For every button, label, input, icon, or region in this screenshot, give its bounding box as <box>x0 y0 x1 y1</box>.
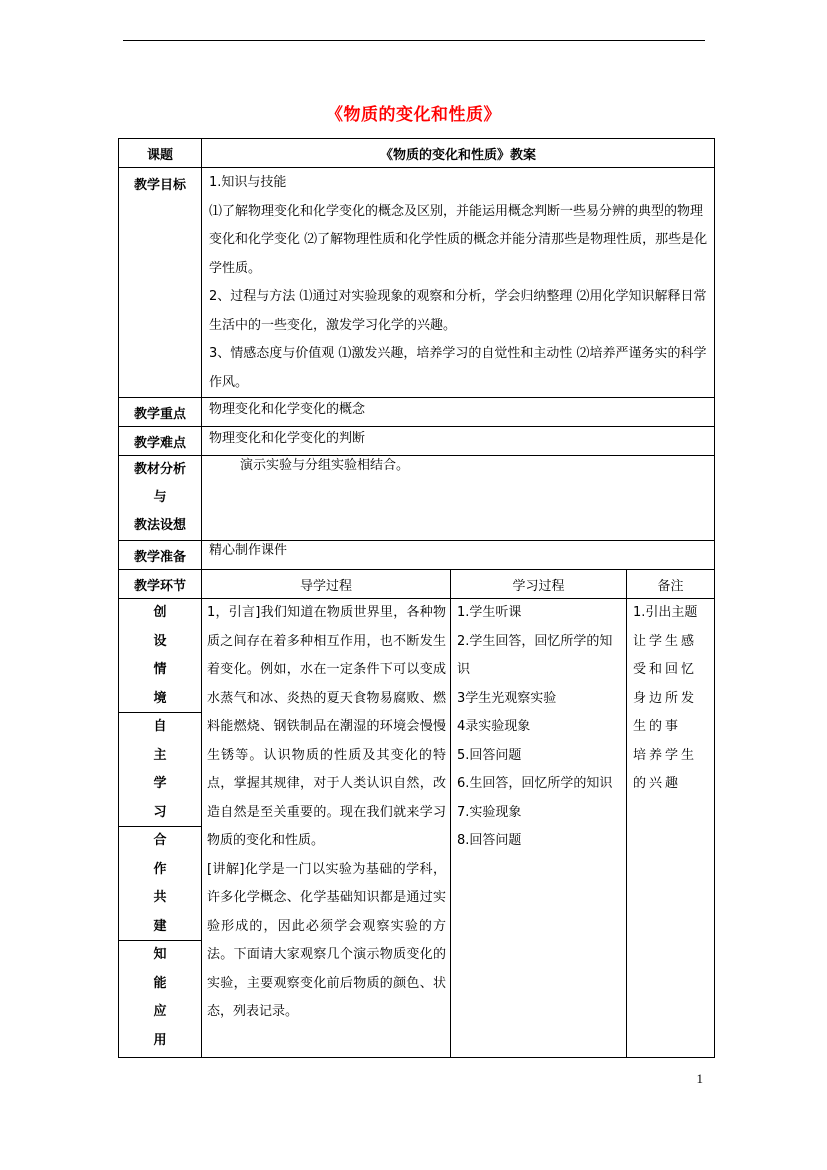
analysis-text: 演示实验与分组实验相结合。 <box>240 458 410 473</box>
stage-self-study <box>119 713 201 827</box>
difficulties-text: 物理变化和化学变化的判断 <box>209 431 366 446</box>
learning-item: 7.实验现象 <box>457 804 522 820</box>
learning-item: 4录实验现象 <box>457 719 531 734</box>
value-objectives <box>202 168 715 398</box>
note-item: 1.引出主题 <box>633 605 698 620</box>
learning-process-cell <box>451 599 627 1058</box>
header-learning-process: 学习过程 <box>451 570 627 599</box>
objective-line: ⑴了解物理变化和化学变化的概念及区别，并能运用概念判断一些易分辨的典型的物理变化和化学变化 ⑵了解物理性质和化学性质的概念并能分清那些是物理性质，那些是化学性质。 <box>209 203 708 276</box>
label-analysis-line: 教法设想 <box>133 518 186 533</box>
guide-paragraph: [讲解]化学是一门以实验为基础的学科，许多化学概念、化学基础知识都是通过实验形成的，因此必须学会观察实验的方法。下面请大家观察几个演示物质变化的实验，主要观察变化前后物质的颜色、状态，列表记录。 <box>207 861 446 1019</box>
stage-char: 用 <box>153 1032 167 1048</box>
stage-char: 创 <box>153 605 167 620</box>
learning-item: 8.回答问题 <box>457 833 522 848</box>
label-key-points: 教学重点 <box>119 398 202 427</box>
label-preparation: 教学准备 <box>119 541 202 570</box>
header-notes: 备注 <box>627 570 715 599</box>
page-number: 1 <box>696 1071 703 1086</box>
label-analysis-line: 与 <box>153 490 167 505</box>
stage-char: 作 <box>153 861 167 877</box>
stage-char: 应 <box>153 1004 167 1019</box>
learning-item: 3学生光观察实验 <box>457 690 557 706</box>
row-topic <box>119 139 715 168</box>
guide-process-cell <box>202 599 451 1058</box>
learning-item: 6.生回答，回忆所学的知识 <box>457 776 613 791</box>
preparation-text: 精心制作课件 <box>209 543 288 558</box>
objective-line: 1.知识与技能 <box>209 175 287 190</box>
guide-paragraph: 1，引言]我们知道在物质世界里，各种物质之间存在着多种相互作用，也不断发生着变化。例如，水在一定条件下可以变成水蒸气和冰、炎热的夏天食物易腐败、燃料能燃烧、钢铁制品在潮湿的环境会慢慢生锈等。认识物质的性质及其变化的特点，掌握其规律，对于人类认识自然，改造自然是至关重要的。现在我们就来学习物质的变化和性质。 <box>207 605 446 848</box>
header-rule <box>123 40 705 41</box>
row-preparation <box>119 541 715 570</box>
stage-create-scenario <box>119 599 201 713</box>
learning-item: 1.学生听课 <box>457 605 522 620</box>
learning-item: 5.回答问题 <box>457 747 522 763</box>
note-item: 让学生感受和回忆身边所发生的事 <box>633 633 698 734</box>
stage-char: 建 <box>153 918 167 934</box>
value-key-points <box>202 398 715 427</box>
stage-application <box>119 941 201 1055</box>
value-analysis <box>202 456 715 541</box>
value-difficulties <box>202 427 715 456</box>
label-teaching-stage: 教学环节 <box>119 570 202 599</box>
row-difficulties <box>119 427 715 456</box>
label-topic: 课题 <box>119 139 202 168</box>
row-analysis <box>119 456 715 541</box>
stage-char: 习 <box>153 804 167 820</box>
stage-char: 能 <box>153 975 167 991</box>
label-difficulties: 教学难点 <box>119 427 202 456</box>
stage-char: 学 <box>153 776 167 791</box>
objective-line: 2、过程与方法 ⑴通过对实验现象的观察和分析，学会归纳整理 ⑵用化学知识解释日常生活中的一些变化，激发学习化学的兴趣。 <box>209 289 707 333</box>
label-analysis-line: 教材分析 <box>133 462 186 477</box>
notes-cell <box>627 599 715 1058</box>
stage-char: 自 <box>153 719 167 734</box>
header-guide-process: 导学过程 <box>202 570 451 599</box>
row-process-header <box>119 570 715 599</box>
stage-char: 境 <box>153 690 167 706</box>
stage-char: 情 <box>153 662 167 677</box>
stage-char: 主 <box>153 747 167 763</box>
value-preparation <box>202 541 715 570</box>
lesson-plan-table <box>118 138 715 1058</box>
label-analysis <box>119 456 202 541</box>
row-process-body <box>119 599 715 1058</box>
row-objectives <box>119 168 715 398</box>
objective-line: 3、情感态度与价值观 ⑴激发兴趣，培养学习的自觉性和主动性 ⑵培养严谨务实的科学作风。 <box>209 346 707 390</box>
value-topic: 《物质的变化和性质》教案 <box>202 139 715 168</box>
stage-char: 设 <box>153 633 167 649</box>
label-objectives: 教学目标 <box>119 168 202 398</box>
stage-cooperation <box>119 827 201 941</box>
learning-item: 2.学生回答，回忆所学的知识 <box>457 633 613 677</box>
stage-char: 合 <box>153 833 167 848</box>
document-title: 《物质的变化和性质》 <box>326 105 501 125</box>
row-key-points <box>119 398 715 427</box>
stages-cell <box>119 599 202 1058</box>
note-item: 培养学生的兴趣 <box>633 747 698 791</box>
stage-char: 共 <box>153 890 167 905</box>
key-points-text: 物理变化和化学变化的概念 <box>209 402 366 417</box>
stage-char: 知 <box>153 947 167 962</box>
